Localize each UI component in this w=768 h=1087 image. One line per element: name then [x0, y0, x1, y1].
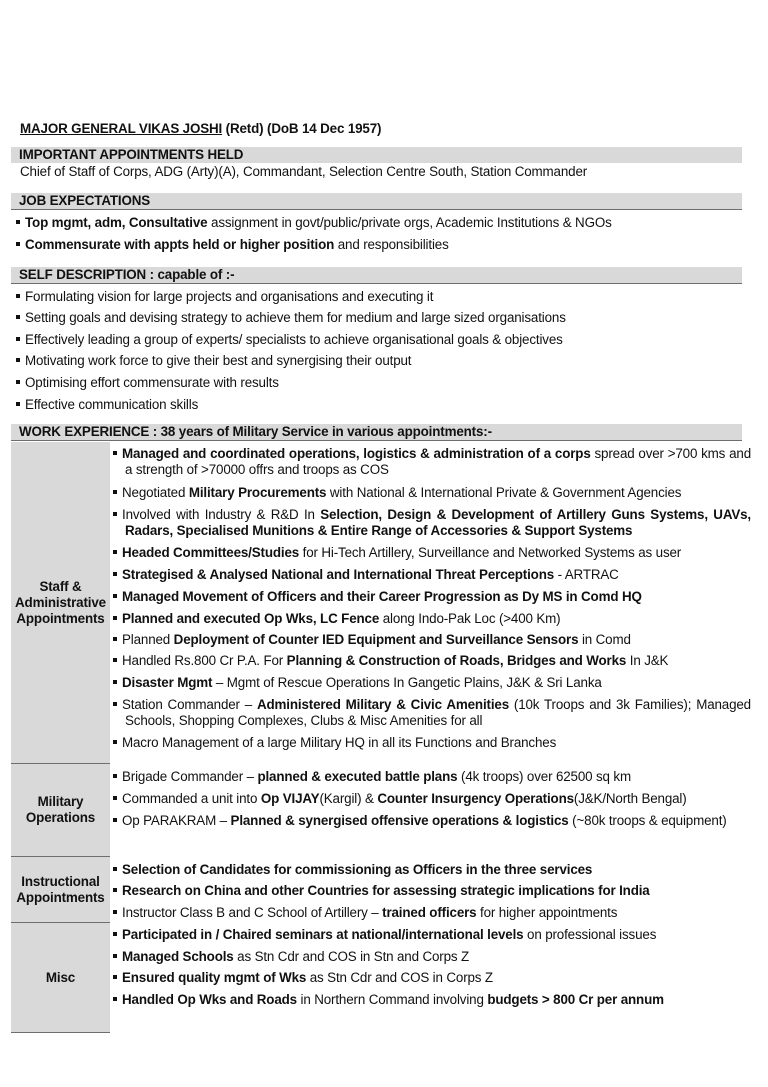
experience-item: Handled Op Wks and Roads in Northern Command involving budgets > 800 Cr per annum: [113, 992, 751, 1008]
experience-item: Managed Movement of Officers and their Career Progression as Dy MS in Comd HQ: [113, 589, 751, 605]
experience-item: Op PARAKRAM – Planned & synergised offensive operations & logistics (~80k troops & equipment): [113, 813, 751, 829]
candidate-name: MAJOR GENERAL VIKAS JOSHI: [20, 121, 223, 136]
self-description-item: Motivating work force to give their best and synergising their output: [16, 353, 411, 369]
self-description-item: Optimising effort commensurate with results: [16, 375, 279, 391]
experience-item: Disaster Mgmt – Mgmt of Rescue Operations In Gangetic Plains, J&K & Sri Lanka: [113, 675, 751, 691]
job-expectation-item: Commensurate with appts held or higher position and responsibilities: [16, 237, 449, 253]
appointments-text: Chief of Staff of Corps, ADG (Arty)(A), Commandant, Selection Centre South, Station Commander: [20, 164, 588, 179]
experience-item: Managed Schools as Stn Cdr and COS in Stn and Corps Z: [113, 949, 751, 965]
self-description-item: Setting goals and devising strategy to achieve them for medium and large sized organisations: [16, 310, 566, 326]
self-description-item: Effective communication skills: [16, 397, 198, 413]
experience-item: Handled Rs.800 Cr P.A. For Planning & Construction of Roads, Bridges and Works In J&K: [113, 653, 751, 669]
candidate-rank-dob: (Retd) (DoB 14 Dec 1957): [222, 121, 382, 136]
section-heading-work-experience: WORK EXPERIENCE : 38 years of Military Service in various appointments:-: [11, 424, 742, 441]
self-description-item: Formulating vision for large projects and organisations and executing it: [16, 289, 433, 305]
experience-item: Research on China and other Countries for assessing strategic implications for India: [113, 883, 751, 899]
experience-item: Selection of Candidates for commissioning as Officers in the three services: [113, 862, 751, 878]
job-expectation-item: Top mgmt, adm, Consultative assignment in govt/public/private orgs, Academic Institutions & NGOs: [16, 215, 612, 231]
group-label-staff-administrative: Staff & Administrative Appointments: [11, 442, 110, 764]
experience-item: Managed and coordinated operations, logistics & administration of a corps spread over >700 kms and a strength of >70000 offrs and troops as COS: [113, 446, 751, 478]
experience-item: Participated in / Chaired seminars at national/international levels on professional issues: [113, 927, 751, 943]
experience-item: Planned Deployment of Counter IED Equipment and Surveillance Sensors in Comd: [113, 632, 751, 648]
experience-item: Headed Committees/Studies for Hi-Tech Artillery, Surveillance and Networked Systems as user: [113, 545, 751, 561]
section-heading-self-description: SELF DESCRIPTION : capable of :-: [11, 267, 742, 284]
group-label-military-operations: Military Operations: [11, 764, 110, 857]
experience-item: Ensured quality mgmt of Wks as Stn Cdr and COS in Corps Z: [113, 970, 751, 986]
experience-item: Macro Management of a large Military HQ in all its Functions and Branches: [113, 735, 751, 751]
experience-item: Involved with Industry & R&D In Selection, Design & Development of Artillery Guns Systems, UAVs, Radars, Specialised Munitions & Entire Range of Accessories & Support Systems: [113, 507, 751, 539]
resume-title: [20, 121, 381, 136]
self-description-item: Effectively leading a group of experts/ specialists to achieve organisational goals & objectives: [16, 332, 563, 348]
experience-item: Strategised & Analysed National and International Threat Perceptions - ARTRAC: [113, 567, 751, 583]
experience-item: Instructor Class B and C School of Artillery – trained officers for higher appointments: [113, 905, 751, 921]
experience-item: Planned and executed Op Wks, LC Fence along Indo-Pak Loc (>400 Km): [113, 611, 751, 627]
experience-item: Negotiated Military Procurements with National & International Private & Government Agencies: [113, 485, 751, 501]
group-label-instructional-appointments: Instructional Appointments: [11, 857, 110, 923]
experience-item: Commanded a unit into Op VIJAY(Kargil) & Counter Insurgency Operations(J&K/North Bengal): [113, 791, 751, 807]
section-heading-appointments: IMPORTANT APPOINTMENTS HELD: [11, 147, 742, 163]
section-heading-job-expectations: JOB EXPECTATIONS: [11, 193, 742, 210]
experience-item: Brigade Commander – planned & executed battle plans (4k troops) over 62500 sq km: [113, 769, 751, 785]
group-label-misc: Misc: [11, 923, 110, 1033]
experience-item: Station Commander – Administered Military & Civic Amenities (10k Troops and 3k Families); Managed Schools, Shopping Complexes, Clubs & Misc Amenities for all: [113, 697, 751, 729]
